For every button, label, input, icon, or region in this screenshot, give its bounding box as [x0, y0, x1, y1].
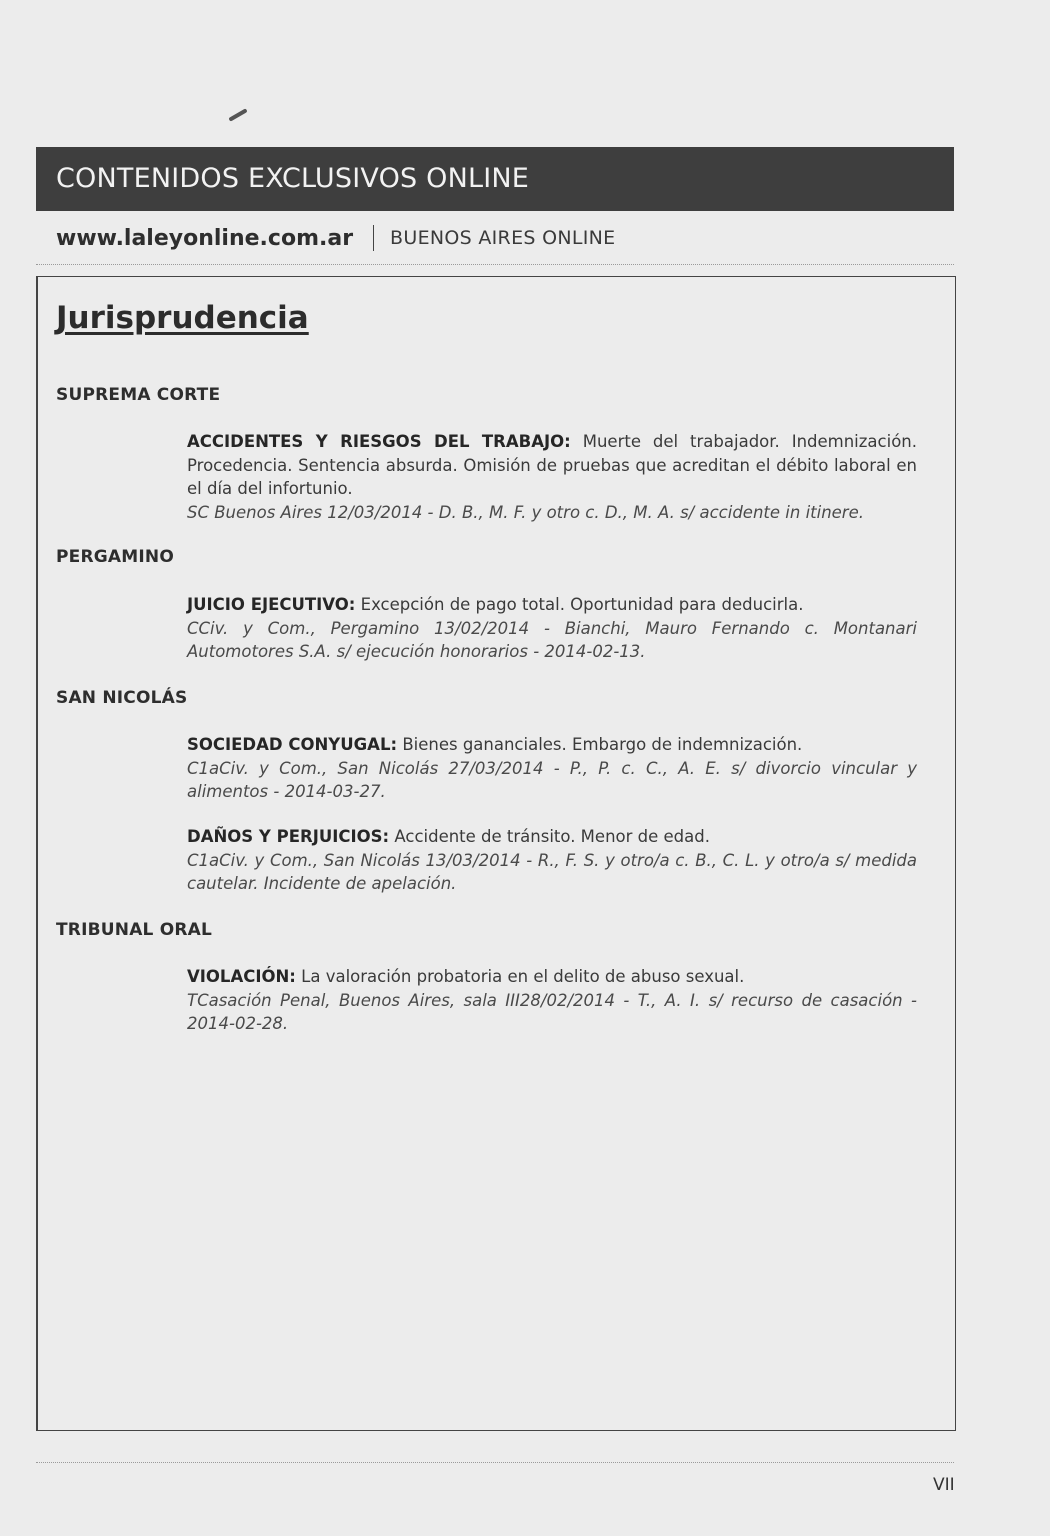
case-entry — [187, 593, 917, 664]
case-summary: Excepción de pago total. Oportunidad para deducirla. — [360, 595, 804, 614]
case-topic: SOCIEDAD CONYUGAL: — [187, 735, 398, 754]
court-heading-pergamino: PERGAMINO — [56, 547, 174, 567]
case-citation: CCiv. y Com., Pergamino 13/02/2014 - Bianchi, Mauro Fernando c. Montanari Automotores S.A. s/ ejecución honorarios - 2014-02-13. — [187, 618, 917, 661]
case-entry — [187, 430, 917, 524]
banner-title: CONTENIDOS EXCLUSIVOS ONLINE — [56, 163, 530, 194]
separator — [373, 225, 374, 251]
case-entry — [187, 825, 917, 896]
case-entry — [187, 965, 917, 1036]
ink-mark — [228, 108, 247, 121]
case-citation: C1aCiv. y Com., San Nicolás 13/03/2014 - R., F. S. y otro/a c. B., C. L. y otro/a s/ medida cautelar. Incidente de apelación. — [187, 850, 917, 893]
dotted-divider-bottom — [36, 1462, 954, 1463]
case-topic: JUICIO EJECUTIVO: — [187, 595, 356, 614]
dotted-divider-top — [36, 264, 954, 265]
case-citation: TCasación Penal, Buenos Aires, sala III28/02/2014 - T., A. I. s/ recurso de casación - 2014-02-28. — [187, 990, 917, 1033]
case-topic: DAÑOS Y PERJUICIOS: — [187, 827, 390, 846]
case-summary: La valoración probatoria en el delito de abuso sexual. — [301, 967, 745, 986]
case-topic: VIOLACIÓN: — [187, 967, 296, 986]
case-entry — [187, 733, 917, 804]
page-number: VII — [933, 1475, 955, 1495]
case-summary: Accidente de tránsito. Menor de edad. — [394, 827, 710, 846]
section-heading: Jurisprudencia — [56, 300, 309, 336]
case-topic: ACCIDENTES Y RIESGOS DEL TRABAJO: — [187, 432, 571, 451]
case-citation: C1aCiv. y Com., San Nicolás 27/03/2014 - P., P. c. C., A. E. s/ divorcio vincular y alimentos - 2014-03-27. — [187, 758, 917, 801]
case-summary: Muerte del trabajador. Indemnización. Procedencia. Sentencia absurda. Omisión de pruebas que acreditan el débito laboral en el día del infortunio. — [187, 432, 917, 498]
site-section-label: BUENOS AIRES ONLINE — [390, 227, 616, 249]
banner — [36, 147, 954, 211]
court-heading-suprema-corte: SUPREMA CORTE — [56, 385, 221, 405]
case-summary: Bienes gananciales. Embargo de indemnización. — [402, 735, 803, 754]
court-heading-san-nicolas: SAN NICOLÁS — [56, 688, 188, 708]
court-heading-tribunal-oral: TRIBUNAL ORAL — [56, 920, 213, 940]
site-url-link[interactable]: www.laleyonline.com.ar — [56, 225, 354, 251]
site-line — [56, 222, 615, 254]
case-citation: SC Buenos Aires 12/03/2014 - D. B., M. F. y otro c. D., M. A. s/ accidente in itinere. — [187, 502, 864, 522]
